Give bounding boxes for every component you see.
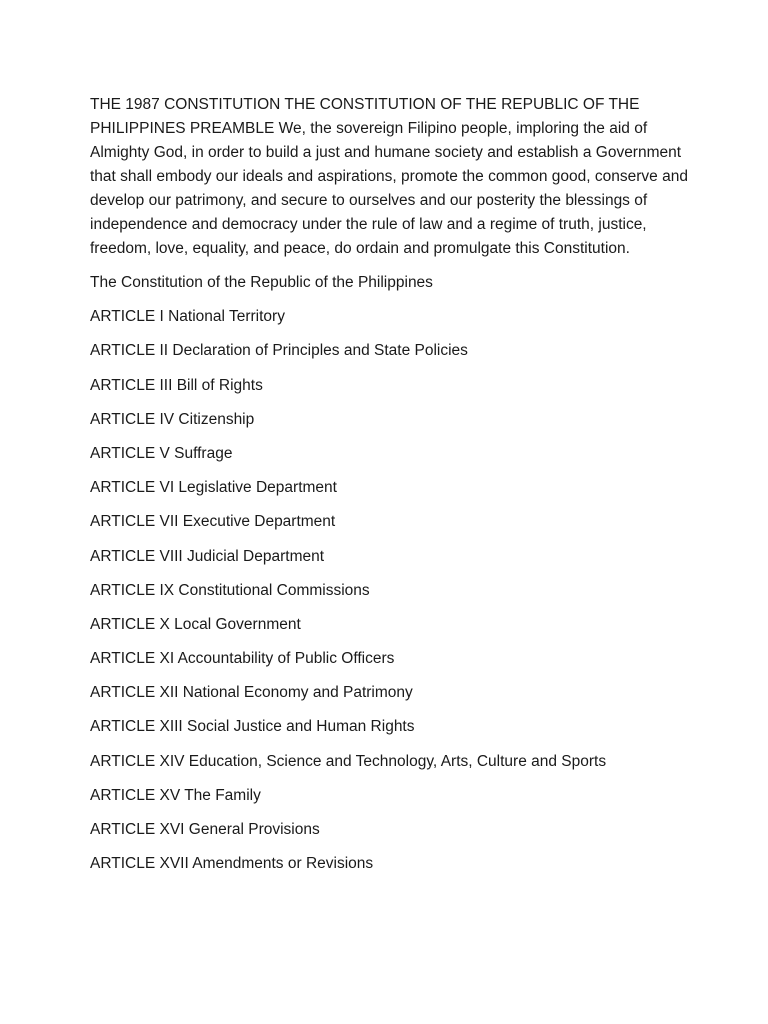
- article-item: ARTICLE XIII Social Justice and Human Rights: [90, 718, 415, 736]
- article-item: ARTICLE IV Citizenship: [90, 410, 255, 428]
- article-item: ARTICLE XIV Education, Science and Technology, Arts, Culture and Sports: [90, 752, 607, 770]
- article-item: ARTICLE II Declaration of Principles and State Policies: [90, 342, 468, 360]
- article-item: ARTICLE XV The Family: [90, 786, 261, 804]
- preamble-paragraph: THE 1987 CONSTITUTION THE CONSTITUTION OF THE REPUBLIC OF THE PHILIPPINES PREAMBLE We, the sovereign Filipino people, imploring the aid of Almighty God, in order to build a just and humane society and establish a Government that shall embody our ideals and aspirations, promote the common good, conserve and develop our patrimony, and secure to ourselves and our posterity the blessings of independence and democracy under the rule of law and a regime of truth, justice, freedom, love, equality, and peace, do ordain and promulgate this Constitution.: [90, 96, 688, 257]
- article-item: ARTICLE V Suffrage: [90, 444, 233, 462]
- article-item: ARTICLE IX Constitutional Commissions: [90, 581, 370, 599]
- article-item: ARTICLE VIII Judicial Department: [90, 547, 325, 565]
- document-page: [90, 93, 690, 876]
- article-item: ARTICLE X Local Government: [90, 615, 301, 633]
- article-list: [90, 305, 690, 876]
- article-item: ARTICLE XI Accountability of Public Officers: [90, 650, 395, 668]
- article-item: ARTICLE XVII Amendments or Revisions: [90, 855, 374, 873]
- article-item: ARTICLE III Bill of Rights: [90, 376, 263, 394]
- toc-heading: The Constitution of the Republic of the Philippines: [90, 274, 433, 291]
- article-item: ARTICLE XII National Economy and Patrimony: [90, 684, 413, 702]
- article-item: ARTICLE I National Territory: [90, 308, 285, 326]
- article-item: ARTICLE XVI General Provisions: [90, 821, 320, 838]
- article-item: ARTICLE VI Legislative Department: [90, 479, 337, 497]
- article-item: ARTICLE VII Executive Department: [90, 513, 336, 531]
